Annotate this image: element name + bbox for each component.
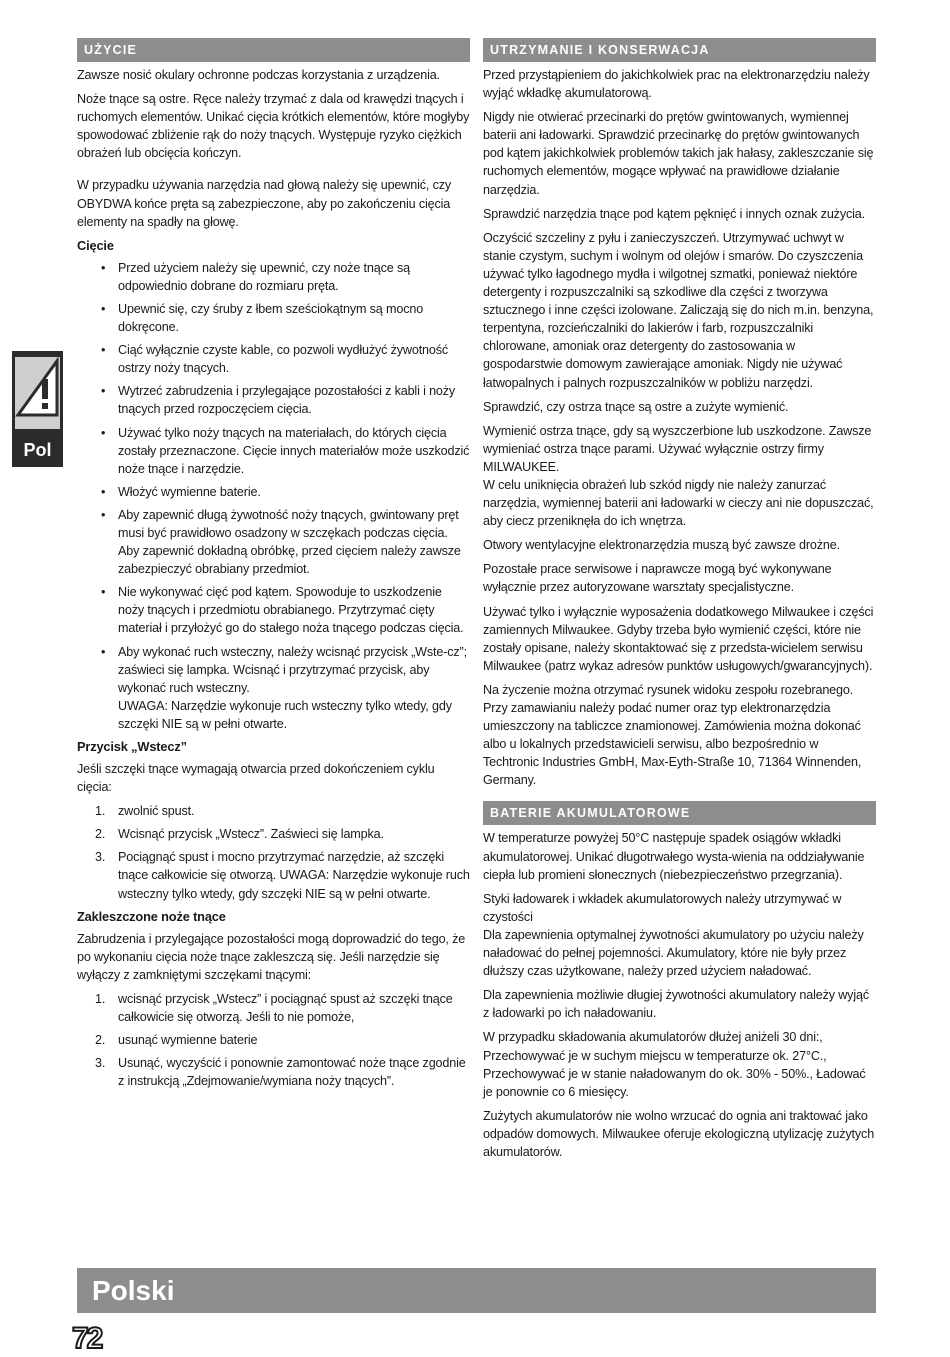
- list-item: • Wytrzeć zabrudzenia i przylegające pozostałości z kabli i noży tnących przed rozpoczęciem cięcia.: [101, 384, 456, 417]
- footer-language: Polski: [92, 1275, 175, 1306]
- paragraph: Wymienić ostrza tnące, gdy są wyszczerbione lub uszkodzone. Zawsze wymieniać ostrza tnące parami. Używać wyłącznie ostrzy firmy MILWAUKEE. W celu uniknięcia obrażeń lub szkód nigdy nie należy zanurzać narzędzia, wymiennej baterii ani ładowarki w cieczy ani nie dopuszczać, aby ciecz przeniknęła do ich wnętrza.: [483, 423, 874, 529]
- list-item: 1. zwolnić spust.: [95, 804, 195, 819]
- reverse-steps: [77, 802, 470, 902]
- paragraph: Zabrudzenia i przylegające pozostałości mogą doprowadzić do tego, że po wykonaniu cięcia noże tnące zakleszczą się. Jeśli narzędzie się wyłączy z zamkniętymi szczękami tnącymi:: [77, 931, 466, 982]
- paragraph: Przed przystąpieniem do jakichkolwiek prac na elektronarzędziu należy wyjąć wkładkę akumulatorową.: [483, 68, 870, 101]
- page-number: 72: [72, 1322, 102, 1355]
- subheading-reverse-button: Przycisk „Wstecz”: [77, 739, 187, 754]
- language-side-tab: [12, 351, 63, 467]
- paragraph: W temperaturze powyżej 50°C następuje spadek osiągów wkładki akumulatorowej. Unikać długotrwałego wysta-wienia na oddziaływanie ciepła lub promieni słonecznych (niebezpieczeństwo przegrzania).: [483, 831, 865, 882]
- language-code: Pol: [23, 440, 52, 460]
- list-item: 3. Usunąć, wyczyścić i ponownie zamontować noże tnące zgodnie z instrukcją „Zdejmowanie/wymiana noży tnących”.: [95, 1056, 466, 1089]
- left-column: [77, 38, 470, 1095]
- section-heading-maintenance: UTRZYMANIE I KONSERWACJA: [483, 38, 876, 62]
- paragraph: Jeśli szczęki tnące wymagają otwarcia przed dokończeniem cyklu cięcia:: [77, 762, 435, 795]
- section-heading-batteries: BATERIE AKUMULATOROWE: [483, 801, 876, 825]
- paragraph: Sprawdzić narzędzia tnące pod kątem pęknięć i innych oznak zużycia.: [483, 206, 865, 221]
- list-item: • Aby zapewnić długą żywotność noży tnących, gwintowany pręt musi być prawidłowo osadzony w szczękach podczas cięcia. Aby zapewnić dokładną obróbkę, przed cięciem należy zawsze zabezpieczyć obrabiany przedmiot.: [101, 507, 461, 577]
- footer-language-bar: [77, 1268, 876, 1313]
- warning-triangle-icon: [15, 357, 60, 429]
- note-text: UWAGA: Narzędzie wykonuje ruch wsteczny tylko wtedy, gdy szczęki NIE są w pełni otwarte.: [118, 698, 452, 731]
- bullet-icon: •: [101, 484, 106, 499]
- list-item: • Aby wykonać ruch wsteczny, należy wcisnąć przycisk „Wste-cz”; zaświeci się lampka. Wcisnąć i przytrzymać przycisk, aby wykonać ruch wsteczny. UWAGA: Narzędzie wykonuje ruch wsteczny tylko wtedy, gdy szczęki NIE są w pełni otwarte.: [101, 644, 467, 731]
- paragraph: Dla zapewnienia możliwie długiej żywotności akumulatory należy wyjąć z ładowarki po ich naładowaniu.: [483, 988, 869, 1021]
- paragraph: Używać tylko i wyłącznie wyposażenia dodatkowego Milwaukee i części zamiennych Milwaukee. Gdyby trzeba było wymienić części, które nie zostały opisane, należy skontaktować się z przedsta-wicielem serwisu Milwaukee (patrz wykaz adresów punktów usługowych/gwarancyjnych).: [483, 604, 874, 673]
- right-column: [483, 38, 876, 1167]
- list-item: • Nie wykonywać cięć pod kątem. Spowoduje to uszkodzenie noży tnących i przedmiotu obrabianego. Przytrzymać cięty materiał i przyłożyć go do stałego noża tnącego podczas cięcia.: [101, 585, 464, 636]
- list-item: 2. Wcisnąć przycisk „Wstecz”. Zaświeci się lampka.: [95, 827, 384, 842]
- cutting-list: [77, 259, 470, 733]
- bullet-icon: •: [101, 644, 106, 659]
- paragraph: Zawsze nosić okulary ochronne podczas korzystania z urządzenia.: [77, 68, 440, 82]
- bullet-icon: •: [101, 301, 106, 316]
- jammed-steps: [77, 990, 470, 1090]
- paragraph: Otwory wentylacyjne elektronarzędzia muszą być zawsze drożne.: [483, 538, 840, 553]
- bullet-icon: •: [101, 343, 106, 358]
- list-item: • Używać tylko noży tnących na materiałach, do których cięcia zostały przeznaczone. Cięcie innych materiałów może uszkodzić noże tnące i narzędzie.: [101, 425, 470, 476]
- list-item: • Upewnić się, czy śruby z łbem sześciokątnym są mocno dokręcone.: [101, 301, 424, 335]
- subheading-cutting: Cięcie: [77, 237, 114, 253]
- subheading-jammed-blades: Zakleszczone noże tnące: [77, 908, 226, 924]
- paragraph: Pozostałe prace serwisowe i naprawcze mogą być wykonywane wyłącznie przez autoryzowane warsztaty specjalistyczne.: [483, 562, 832, 595]
- list-item: • Włożyć wymienne baterie.: [77, 483, 470, 501]
- list-item: 3. Pociągnąć spust i mocno przytrzymać narzędzie, aż szczęki tnące całkowicie się otworzą. UWAGA: Narzędzie wykonuje ruch wsteczny tylko wtedy, gdy szczęki NIE są w pełni otwarte.: [95, 850, 470, 901]
- bullet-icon: •: [101, 585, 106, 600]
- list-item: • Przed użyciem należy się upewnić, czy noże tnące są odpowiednio dobrane do rozmiaru pręta.: [101, 260, 410, 293]
- paragraph: Oczyścić szczeliny z pyłu i zanieczyszczeń. Utrzymywać uchwyt w stanie czystym, suchym i wolnym od olejów i smarów. Do czyszczenia używać tylko łagodnego mydła i wilgotnej szmatki, ponieważ niektóre detergenty i rozpuszczalniki są szkodliwe dla części z tworzywa sztucznego i inne części izolowane. Zaliczają się do nich m.in. benzyna, terpentyna, rozcieńczalniki do lakierów i farb, rozpuszczalniki chlorowane, amoniak oraz detergenty do zastosowania w gospodarstwie domowym zawierające amoniak. Nigdy nie używać łatwopalnych i palnych rozpuszczalników w pobliżu narzędzi.: [483, 230, 874, 390]
- paragraph: Noże tnące są ostre. Ręce należy trzymać z dala od krawędzi tnących i ruchomych elementów. Unikać cięcia krótkich elementów, które mogłyby spowodować zbliżenie rąk do noży tnących. Występuje ryzyko ciężkich obrażeń lub obcięcia kończyn.: [77, 92, 470, 161]
- paragraph: W przypadku składowania akumulatorów dłużej aniżeli 30 dni:, Przechowywać je w suchym miejscu w temperaturze ok. 27°C., Przechowywać je w stanie naładowanym do ok. 30% - 50%., Ładować je ponownie co 6 miesięcy.: [483, 1030, 866, 1099]
- paragraph: Zużytych akumulatorów nie wolno wrzucać do ognia ani traktować jako odpadów domowych. Milwaukee oferuje ekologiczną utylizację zużytych akumulatorów.: [483, 1108, 875, 1159]
- section-heading-usage: UŻYCIE: [77, 38, 470, 62]
- paragraph: Sprawdzić, czy ostrza tnące są ostre a zużyte wymienić.: [483, 399, 789, 414]
- list-item: • Ciąć wyłącznie czyste kable, co pozwoli wydłużyć żywotność ostrzy noży tnących.: [101, 343, 449, 376]
- list-item: 1. wcisnąć przycisk „Wstecz” i pociągnąć spust aż szczęki tnące całkowicie się otworzą. Jeśli to nie pomoże,: [95, 991, 453, 1025]
- bullet-icon: •: [101, 260, 106, 275]
- paragraph: Styki ładowarek i wkładek akumulatorowych należy utrzymywać w czystości Dla zapewnienia optymalnej żywotności akumulatory po użyciu należy naładować do pełnej pojemności. Akumulatory, które nie były przez dłuższy czas użytkowane, należy przed użyciem naładować.: [483, 891, 864, 979]
- paragraph: Na życzenie można otrzymać rysunek widoku zespołu rozebranego. Przy zamawianiu należy podać numer oraz typ elektronarzędzia umieszczony na tabliczce znamionowej. Zamówienia można dokonać albo u lokalnych przedstawicieli serwisu, albo bezpośrednio w Techtronic Industries GmbH, Max-Eyth-Straße 10, 71364 Winnenden, Germany.: [483, 682, 862, 788]
- bullet-icon: •: [101, 425, 106, 440]
- bullet-icon: •: [101, 384, 106, 399]
- bullet-icon: •: [101, 507, 106, 522]
- paragraph: W przypadku używania narzędzia nad głową należy się upewnić, czy OBYDWA końce pręta są zabezpieczone, aby po zakończeniu cięcia elementy na spadły na głowę.: [77, 178, 452, 229]
- paragraph: Nigdy nie otwierać przecinarki do prętów gwintowanych, wymiennej baterii ani ładowarki. Sprawdzić przecinarkę do prętów gwintowanych pod kątem jakichkolwiek problemów takich jak hałasy, zakleszczanie się ruchomych elementów, mogące wpływać na prawidłowe działanie narzędzia.: [483, 110, 874, 197]
- list-item: 2. usunąć wymienne baterie: [95, 1033, 258, 1048]
